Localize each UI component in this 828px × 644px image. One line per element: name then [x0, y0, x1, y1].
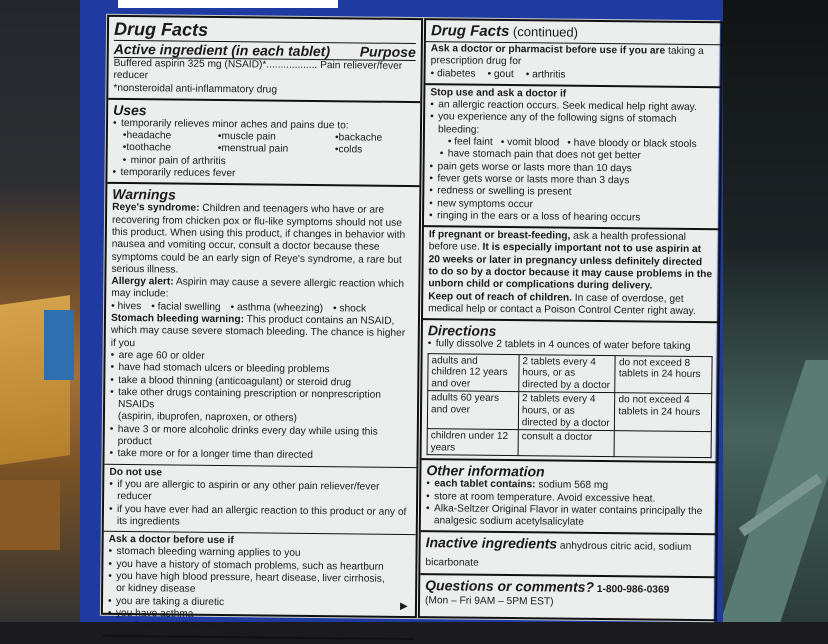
stop-use-section [424, 85, 720, 230]
condition-item: • diabetes [430, 67, 476, 80]
do-not-use-item: • if you have ever had an allergic reaction to this product or any of [109, 503, 411, 518]
use-item: • colds [335, 145, 415, 158]
allergy-item: • hives [111, 300, 142, 312]
stop-item: • you experience any of the following signs of stomach bleeding: [430, 112, 715, 140]
dose-who: adults 60 years and over [427, 391, 518, 430]
allergy-label: Allergy alert: [111, 276, 174, 288]
stop-use-heading: Stop use and ask a doctor if [430, 87, 567, 100]
questions-heading: Questions or comments? [425, 577, 595, 596]
drug-facts-panel [101, 15, 719, 633]
table-row [428, 353, 712, 394]
ask-doctor-item: • you have asthma [108, 608, 410, 623]
condition-item: • arthritis [525, 68, 566, 81]
background-shelf-right [723, 0, 828, 622]
reye-label: Reye's syndrome: [112, 202, 200, 215]
table-row [427, 429, 711, 458]
bleeding-sign: • vomit blood [500, 137, 560, 149]
ask-doctor-heading: Ask a doctor before use if [108, 533, 234, 547]
dose-amount: 2 tablets every 4 hours, or as directed by a doctor [519, 354, 616, 393]
questions-section [420, 576, 715, 614]
drug-facts-continued-title [431, 22, 716, 43]
ask-pharmacist-text [431, 43, 716, 71]
use-item: • minor pain of arthritis [113, 155, 415, 170]
condition-item: • gout [487, 68, 514, 80]
other-info-item: • Alka-Seltzer Original Flavor in water contains principally the analgesic sodium acetylsalicylate [426, 503, 711, 531]
stop-item: • have stomach pain that does not get better [430, 149, 715, 164]
drug-facts-title: Drug Facts [113, 18, 209, 40]
pregnancy-text [428, 229, 714, 293]
reye-text: Children and teenagers who have or are recovering from chicken pox or flu-like symptoms should not use this product. When using this product, if changes in behavior with nausea and vomiting occur, consult a doctor because these symptoms could be an early sign of Reye's syndrome, a rare but serious illness. [111, 203, 406, 276]
use-item: • headache [123, 130, 204, 143]
each-tablet-label: each tablet contains: [434, 478, 536, 491]
bleeding-sign: • have bloody or black stools [567, 137, 697, 151]
drug-facts-left-column [101, 15, 423, 633]
active-ingredient-section [108, 17, 421, 103]
do-not-use-item: • if you are allergic to aspirin or any other pain reliever/fever reducer [109, 479, 411, 507]
directions-intro: • fully dissolve 2 tablets in 4 ounces of water before taking [428, 338, 713, 353]
ingredient-line: Buffered aspirin 325 mg (NSAID)*.................. Pain reliever/fever reducer [113, 57, 403, 82]
stomach-item: • have 3 or more alcoholic drinks every day while using this product [110, 424, 412, 452]
pregnancy-label: If pregnant or breast-feeding, [428, 229, 571, 242]
keep-out-body: In case of overdose, get medical help or contact a Poison Control Center right away. [428, 292, 696, 317]
pregnancy-section [423, 227, 719, 323]
dose-max: do not exceed 8 tablets in 24 hours [615, 355, 712, 394]
use-item: • muscle pain [218, 131, 321, 144]
stop-item: • fever gets worse or lasts more than 3 days [429, 173, 714, 188]
stop-item: • new symptoms occur [429, 198, 714, 213]
use-item: • toothache [123, 142, 204, 155]
do-not-use-heading: Do not use [109, 466, 163, 479]
uses-conditions [113, 130, 415, 158]
questions-hours: (Mon – Fri 9AM – 5PM EST) [424, 595, 554, 608]
stop-item: • pain gets worse or lasts more than 10 days [430, 161, 715, 176]
stomach-item: (aspirin, ibuprofen, naproxen, or others) [117, 411, 297, 425]
ask-doctor-item: • you have high blood pressure, heart disease, liver cirrhosis, [108, 571, 410, 586]
dose-amount: 2 tablets every 4 hours, or as directed by a doctor [518, 392, 615, 431]
stop-item: • redness or swelling is present [429, 185, 714, 200]
keep-out-text [428, 291, 713, 319]
stop-item: • an allergic reaction occurs. Seek medical help right away. [430, 99, 715, 114]
ask-pharmacist-heading: Ask a doctor or pharmacist before use if you are [430, 43, 666, 57]
dose-max [614, 431, 711, 458]
use-item: • backache [335, 132, 415, 145]
table-row [427, 391, 711, 432]
stomach-label: Stomach bleeding warning: [110, 312, 245, 326]
stomach-warning [111, 313, 413, 353]
background-shelf-left [0, 0, 80, 622]
allergy-text: Aspirin may cause a severe allergic reaction which may include: [111, 276, 405, 300]
do-not-use-item: its ingredients [116, 515, 180, 528]
stop-item: • ringing in the ears or a loss of hearing occurs [429, 210, 714, 225]
inactive-ingredients-section [420, 533, 715, 579]
dose-who: children under 12 years [427, 429, 518, 456]
inactive-heading: Inactive ingredients [425, 534, 558, 553]
uses-section [107, 100, 420, 188]
nsaid-note: *nonsteroidal anti-inflammatory drug [113, 82, 278, 96]
ask-doctor-item: • stomach bleeding warning applies to you [108, 546, 410, 561]
continued-suffix: (continued) [509, 24, 579, 40]
stomach-item: • take a blood thinning (anticoagulant) or steroid drug [110, 374, 412, 389]
stomach-text: This product contains an NSAID, which may cause severe stomach bleeding. The chance is higher if you [110, 314, 406, 349]
uses-heading: Uses [113, 101, 147, 119]
stomach-item: • have had stomach ulcers or bleeding problems [110, 362, 412, 377]
drug-facts-right-column [418, 18, 723, 621]
questions-phone: 1-800-986-0369 [593, 584, 670, 597]
directions-heading: Directions [427, 322, 497, 340]
other-info-item: • store at room temperature. Avoid excessive heat. [426, 491, 711, 506]
warnings-section [103, 184, 420, 640]
allergy-item: • asthma (wheezing) [230, 301, 324, 314]
active-ingredient-heading: Active ingredient (in each tablet) [113, 40, 331, 60]
shelf-beam [720, 360, 828, 622]
continued-arrow-icon: ▶ [399, 600, 408, 612]
warnings-heading: Warnings [112, 186, 176, 203]
keep-out-label: Keep out of reach of children. [428, 290, 573, 304]
use-item: • temporarily reduces fever [112, 167, 414, 182]
purpose-heading: Purpose [359, 43, 416, 61]
directions-section [422, 320, 718, 463]
ask-pharmacist-items [430, 68, 715, 83]
ask-doctor-item: or kidney disease [116, 583, 196, 596]
stomach-item: • are age 60 or older [111, 350, 413, 365]
continued-title: Drug Facts [430, 22, 510, 41]
directions-table [427, 353, 713, 459]
allergy-alert [111, 276, 413, 304]
use-item: • menstrual pain [218, 143, 321, 156]
pregnancy-body: ask a health professional before use. [428, 230, 686, 254]
ask-doctor-item: • you have a history of stomach problems, such as heartburn [108, 559, 410, 574]
shelf-product-box-lower [0, 480, 60, 550]
ask-doctor-item: • you are taking a diuretic [108, 595, 410, 610]
ask-pharmacist-body: taking a prescription drug for [430, 45, 704, 68]
pregnancy-bold: It is especially important not to use aspirin at 20 weeks or later in pregnancy unless definitely directed to do so by a doctor because it may cause problems in the unborn child or complications during delivery. [428, 242, 713, 292]
dose-who: adults and children 12 years and over [428, 353, 519, 392]
reye-warning [111, 202, 414, 279]
ask-doctor-item: • you have a sodium-restricted diet [108, 620, 410, 635]
dose-amount: consult a doctor [518, 430, 615, 457]
allergy-item: • shock [332, 302, 367, 315]
allergy-item: • facial swelling [151, 301, 221, 313]
each-tablet-text: sodium 568 mg [535, 479, 609, 492]
dose-max: do not exceed 4 tablets in 24 hours [615, 393, 712, 432]
other-info-heading: Other information [426, 462, 545, 480]
shelf-product-box-blue [44, 310, 74, 380]
ask-pharmacist-section [425, 20, 721, 88]
other-info-section [421, 460, 717, 535]
stomach-item: • take more or for a longer time than directed [109, 448, 411, 463]
inactive-text: anhydrous citric acid, sodium bicarbonate [425, 541, 692, 570]
stomach-item: • take other drugs containing prescription or nonprescription NSAIDs [110, 387, 412, 415]
uses-line: • temporarily relieves minor aches and pains due to: [113, 118, 415, 133]
box-top-white-band [118, 0, 338, 8]
bleeding-sign: • feel faint [447, 136, 493, 148]
